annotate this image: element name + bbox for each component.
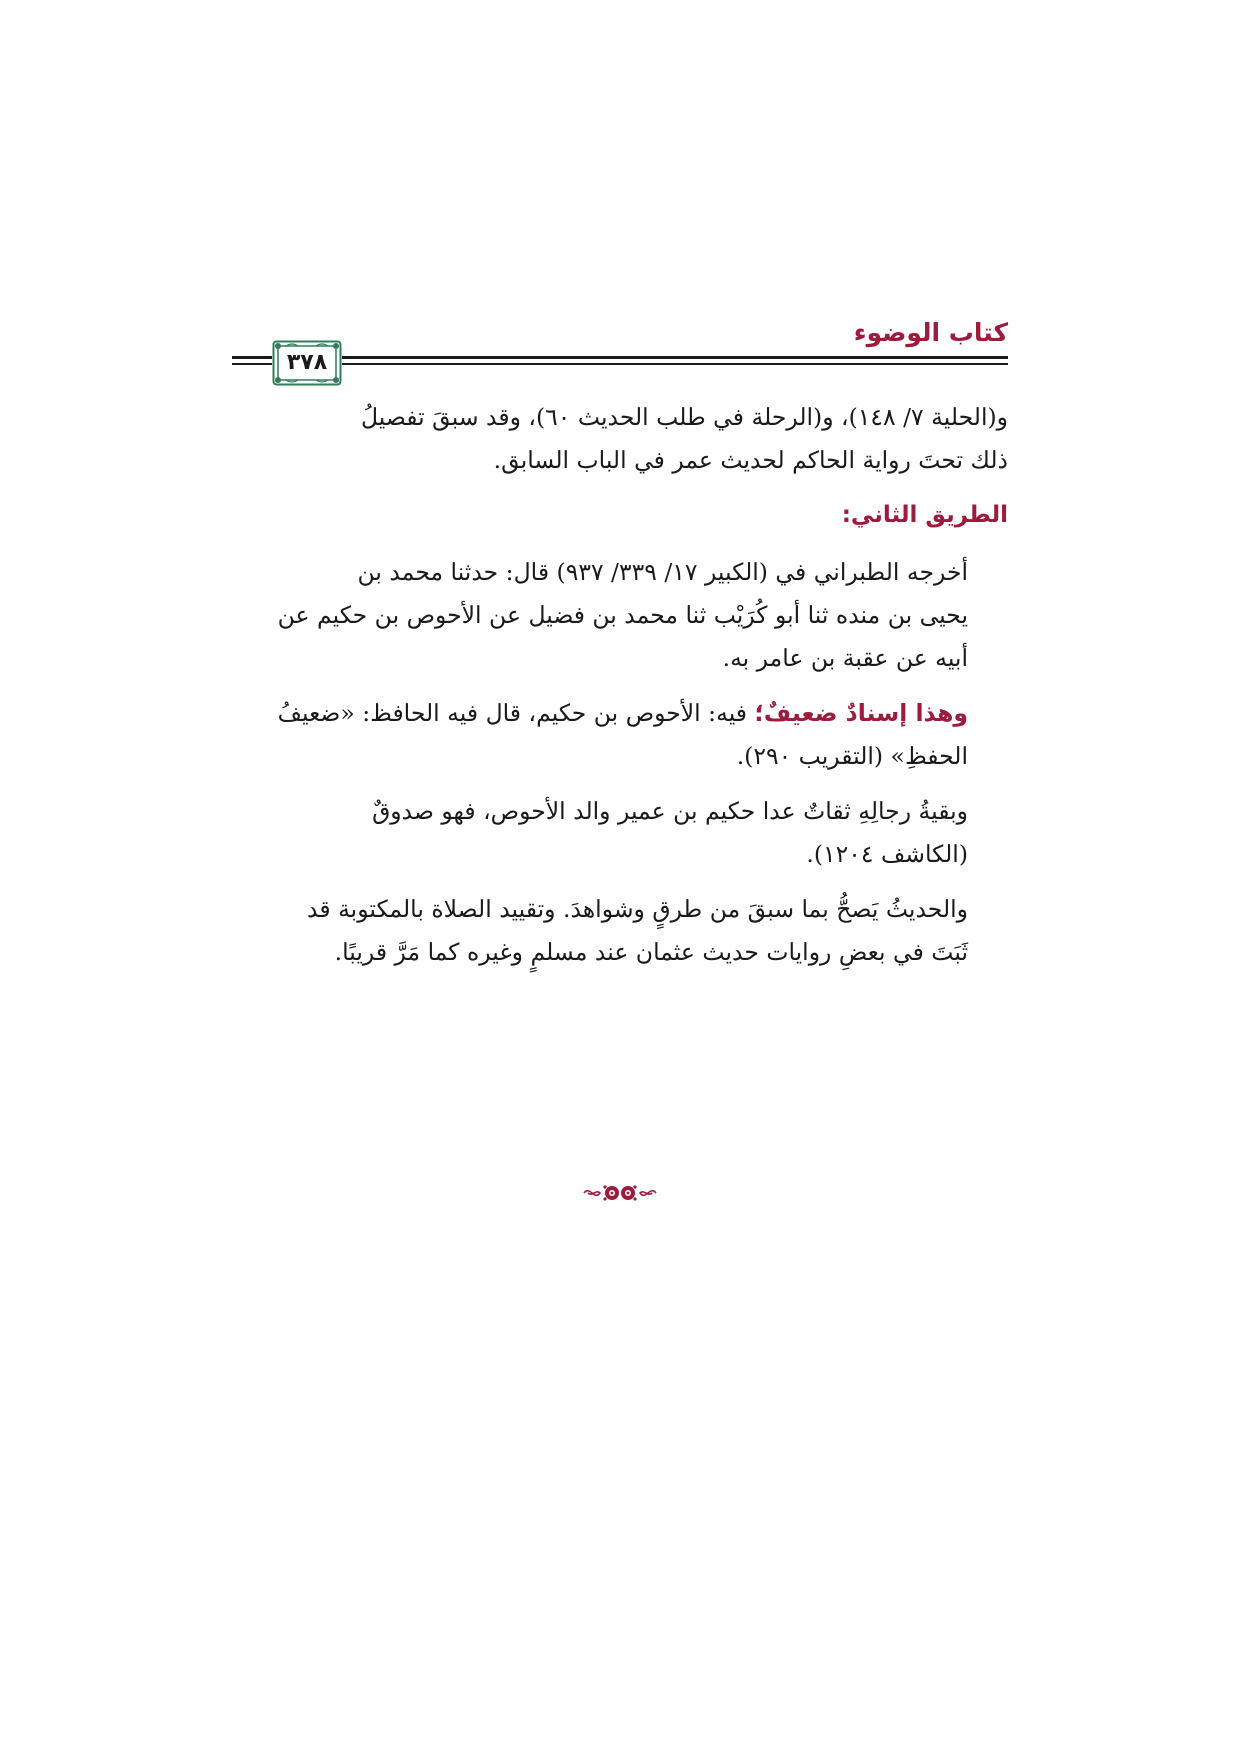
text-line: أخرجه الطبراني في (الكبير ١٧/ ٣٣٩/ ٩٣٧) قال: حدثنا محمد بن [357,558,968,586]
page-header [232,318,1008,394]
paragraph-references [232,396,1008,482]
header-rule-top [232,356,1008,359]
paragraph-conclusion [232,888,1008,974]
paragraph-takhrij [232,551,1008,680]
text-line: الحفظِ» (التقريب ٢٩٠). [736,742,968,770]
page-number: ٣٧٨ [286,350,328,375]
text-line: يحيى بن منده ثنا أبو كُرَيْب ثنا محمد بن فضيل عن الأحوص بن حكيم عن [277,601,968,629]
header-rule-bottom [232,363,1008,365]
section-heading: الطريق الثاني: [841,502,1008,528]
floral-divider-icon [580,1175,660,1211]
page-number-badge [272,340,342,386]
text-line: ذلك تحتَ رواية الحاكم لحديث عمر في الباب السابق. [493,446,1008,474]
page-body [232,396,1008,986]
text-line [232,692,1008,735]
text-line: ثَبَتَ في بعضِ روايات حديث عثمان عند مسلمٍ وغيره كما مَرَّ قريبًا. [334,938,968,966]
grading-highlight: وهذا إسنادٌ ضعيفٌ؛ [754,699,968,727]
text-fragment: فيه: الأحوص بن حكيم، قال فيه الحافظ: «ضعيفُ [277,699,755,727]
paragraph-grading [232,692,1008,778]
text-line: وبقيةُ رجالِهِ ثقاتٌ عدا حكيم بن عمير والد الأحوص، فهو صدوقٌ [372,797,968,825]
text-line: و(الحلية ٧/ ١٤٨)، و(الرحلة في طلب الحديث ٦٠)، وقد سبقَ تفصيلُ [361,403,1008,431]
paragraph-narrators [232,790,1008,876]
text-line: (الكاشف ١٢٠٤). [806,840,968,868]
text-line: أبيه عن عقبة بن عامر به. [722,644,968,672]
text-line: والحديثُ يَصحُّ بما سبقَ من طرقٍ وشواهدَ. وتقييد الصلاة بالمكتوبة قد [307,895,968,923]
book-title: كتاب الوضوء [853,318,1008,347]
